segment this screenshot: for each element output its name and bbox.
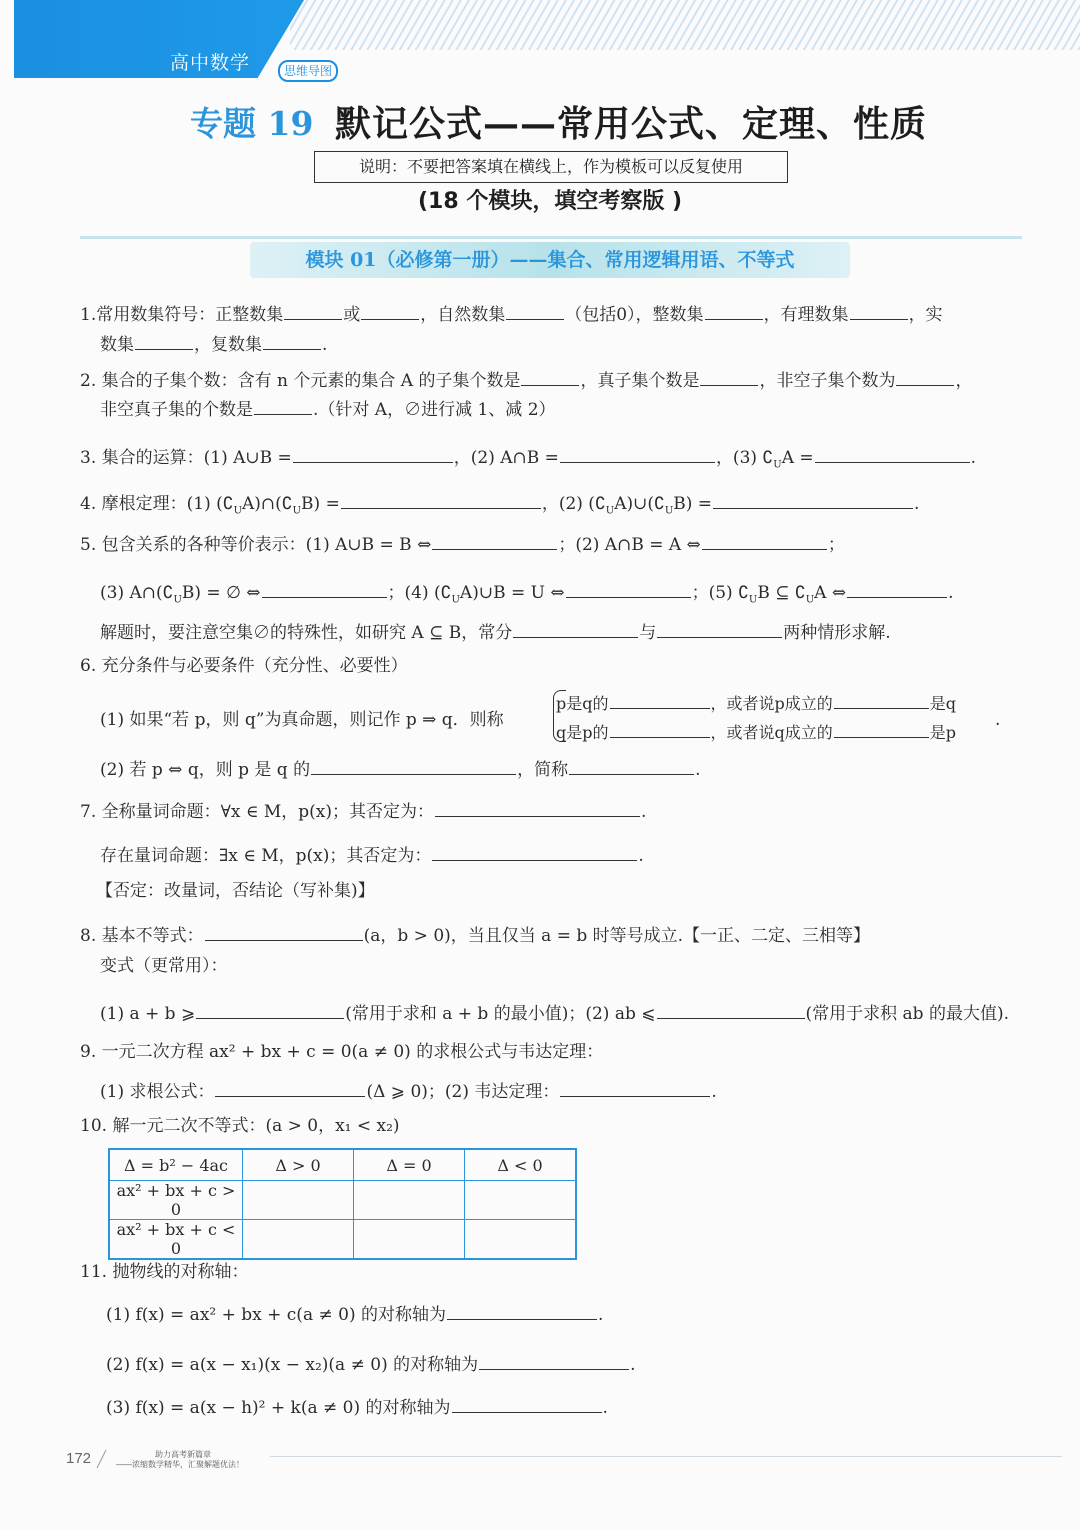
blank[interactable] xyxy=(435,800,640,817)
q1-text: ，有理数集 xyxy=(763,305,849,325)
condition-period: . xyxy=(995,710,1001,730)
q5-text: 与 xyxy=(639,623,657,643)
blank[interactable] xyxy=(521,369,579,386)
q5-text: B ⊆ ∁ xyxy=(757,583,806,603)
table-header-cell: Δ = b² − 4ac xyxy=(109,1149,243,1181)
question-8-forms xyxy=(100,1002,1009,1026)
page-title: 默记公式——常用公式、定理、性质 xyxy=(335,103,928,145)
table-cell[interactable] xyxy=(465,1220,577,1260)
table-row xyxy=(109,1220,576,1260)
q1-text: . xyxy=(322,335,328,355)
subject-label: 高中数学 xyxy=(170,52,251,74)
footer-rule xyxy=(270,1456,1062,1457)
blank[interactable] xyxy=(254,398,312,415)
table-cell[interactable] xyxy=(465,1181,577,1220)
blank[interactable] xyxy=(452,1396,602,1413)
q5-text: (3) A∩(∁ xyxy=(100,583,174,603)
blank[interactable] xyxy=(847,581,947,598)
footer-slogan-1: 助力高考新篇章 xyxy=(155,1450,211,1459)
blank[interactable] xyxy=(610,692,710,709)
q5-text: ；(4) (∁ xyxy=(387,583,452,603)
blank[interactable] xyxy=(560,1080,710,1097)
q1-text: ，复数集 xyxy=(194,335,262,355)
q4-text: ，(2) (∁ xyxy=(541,494,606,514)
q4-text: 4. 摩根定理：(1) (∁ xyxy=(80,494,234,514)
page-subtitle: (18 个模块，填空考察版 ) xyxy=(418,189,683,214)
subscript-u: U xyxy=(664,505,674,517)
question-11-part-3 xyxy=(106,1396,608,1420)
q11-text: (2) f(x) = a(x − x₁)(x − x₂)(a ≠ 0) 的对称轴为 xyxy=(106,1355,479,1375)
q7-text: . xyxy=(638,846,644,866)
subscript-u: U xyxy=(748,594,758,606)
subscript-u: U xyxy=(292,505,302,517)
q2-text: ，真子集个数是 xyxy=(580,371,700,391)
q8-text: (1) a + b ⩾ xyxy=(100,1004,196,1024)
blank[interactable] xyxy=(702,533,827,550)
q5-text: 解题时，要注意空集∅的特殊性，如研究 A ⊆ B，常分 xyxy=(100,623,513,643)
q6-text: ，或者说q成立的 xyxy=(710,723,833,742)
blank[interactable] xyxy=(293,446,453,463)
q6-text: ，或者说p成立的 xyxy=(710,694,833,713)
subscript-u: U xyxy=(773,459,782,471)
subscript-u: U xyxy=(805,594,815,606)
blank[interactable] xyxy=(569,758,694,775)
blank[interactable] xyxy=(361,303,419,320)
blank[interactable] xyxy=(705,303,763,320)
blank[interactable] xyxy=(513,621,638,638)
question-5-cont xyxy=(100,581,954,612)
q2-text: ，非空子集个数为 xyxy=(759,371,896,391)
q9-text: . xyxy=(711,1082,717,1102)
q6-text: q是p的 xyxy=(556,723,609,742)
blank[interactable] xyxy=(506,303,564,320)
question-11: 11. 抛物线的对称轴： xyxy=(80,1262,249,1282)
blank[interactable] xyxy=(610,721,710,738)
q3-text: 3. 集合的运算：(1) A∪B = xyxy=(80,448,292,468)
blank[interactable] xyxy=(566,581,691,598)
subscript-u: U xyxy=(173,594,182,606)
blank[interactable] xyxy=(834,721,929,738)
q4-text: A)∪(∁ xyxy=(614,494,665,514)
blank[interactable] xyxy=(700,369,758,386)
blank[interactable] xyxy=(834,692,929,709)
question-8-variant: 变式（更常用）： xyxy=(100,956,228,976)
subscript-u: U xyxy=(233,505,242,517)
q5-text: ； xyxy=(827,535,845,555)
q5-text: ；(5) ∁ xyxy=(691,583,749,603)
q5-text: ；(2) A∩B = A ⇔ xyxy=(558,535,701,555)
question-7-tip: 【否定：改量词，否结论（写补集)】 xyxy=(96,881,375,901)
blank[interactable] xyxy=(432,533,557,550)
table-cell[interactable] xyxy=(354,1181,465,1220)
question-1-cont xyxy=(100,333,327,357)
module-heading: 模块 01（必修第一册）——集合、常用逻辑用语、不等式 xyxy=(250,242,850,278)
q3-text: A = xyxy=(781,448,814,468)
q1-text: 1.常用数集符号：正整数集 xyxy=(80,305,284,325)
blank[interactable] xyxy=(215,1080,365,1097)
question-10: 10. 解一元二次不等式：(a > 0，x₁ < x₂) xyxy=(80,1116,400,1136)
question-7 xyxy=(80,800,646,824)
question-5 xyxy=(80,533,845,557)
condition-line-1 xyxy=(556,692,956,716)
question-6-part-1: (1) 如果“若 p，则 q”为真命题，则记作 p ⇒ q．则称 xyxy=(100,710,504,730)
q9-text: (1) 求根公式： xyxy=(100,1082,215,1102)
blank[interactable] xyxy=(560,446,715,463)
q3-text: ，(2) A∩B = xyxy=(453,448,559,468)
blank[interactable] xyxy=(205,924,363,941)
q2-text: ， xyxy=(955,371,973,391)
footer-slogan-2: ——浓缩数学精华，汇聚解题优法！ xyxy=(116,1460,244,1469)
q4-text: B) = xyxy=(301,494,340,514)
q11-text: . xyxy=(597,1305,604,1325)
question-7-existential xyxy=(100,844,644,868)
table-header-row xyxy=(109,1149,576,1181)
q5-text: . xyxy=(948,583,954,603)
page-number: 172 xyxy=(66,1450,92,1467)
q11-text: (3) f(x) = a(x − h)² + k(a ≠ 0) 的对称轴为 xyxy=(106,1398,451,1418)
q8-text: 8. 基本不等式： xyxy=(80,926,204,946)
table-row-label: ax² + bx + c < 0 xyxy=(109,1220,243,1260)
table-cell[interactable] xyxy=(243,1220,354,1260)
table-cell[interactable] xyxy=(354,1220,465,1260)
q4-text: B) = xyxy=(673,494,713,514)
question-9-parts xyxy=(100,1080,717,1104)
q2-text: .（针对 A，∅进行减 1、减 2） xyxy=(313,400,556,420)
blank[interactable] xyxy=(657,621,782,638)
q6-text: 是q xyxy=(929,694,956,713)
blank[interactable] xyxy=(263,333,321,350)
q7-text: 7. 全称量词命题：∀x ∈ M，p(x)；其否定为： xyxy=(80,802,435,822)
q7-text: 存在量词命题：∃x ∈ M，p(x)；其否定为： xyxy=(100,846,432,866)
question-9: 9. 一元二次方程 ax² + bx + c = 0(a ≠ 0) 的求根公式与韦达定理： xyxy=(80,1042,604,1062)
blank[interactable] xyxy=(196,1002,344,1019)
q6-text: ，简称 xyxy=(517,760,569,780)
module-divider xyxy=(80,236,1022,239)
q1-text: 或 xyxy=(343,305,361,325)
blank[interactable] xyxy=(850,303,908,320)
question-2 xyxy=(80,369,972,393)
table-row xyxy=(109,1181,576,1220)
q6-text: (2) 若 p ⇔ q，则 p 是 q 的 xyxy=(100,760,311,780)
blank[interactable] xyxy=(432,844,637,861)
q4-text: . xyxy=(914,494,920,514)
q3-text: ，(3) ∁ xyxy=(715,448,774,468)
q5-text: A ⇔ xyxy=(814,583,847,603)
q1-text: ，实 xyxy=(908,305,943,325)
inequality-table xyxy=(108,1148,577,1260)
blank[interactable] xyxy=(284,303,342,320)
q3-text: . xyxy=(970,448,977,468)
blank[interactable] xyxy=(341,492,541,509)
q8-text: (a，b > 0)，当且仅当 a = b 时等号成立.【一正、二定、三相等】 xyxy=(363,926,871,946)
table-row-label: ax² + bx + c > 0 xyxy=(109,1181,243,1220)
blank[interactable] xyxy=(135,333,193,350)
q4-text: A)∩(∁ xyxy=(242,494,293,514)
q5-text: B) = ∅ ⇔ xyxy=(181,583,261,603)
question-8 xyxy=(80,924,870,948)
q2-text: 非空真子集的个数是 xyxy=(100,400,253,420)
blank[interactable] xyxy=(815,446,970,463)
blank[interactable] xyxy=(311,758,516,775)
q5-text: A)∪B = U ⇔ xyxy=(459,583,565,603)
blank[interactable] xyxy=(447,1303,597,1320)
question-6: 6. 充分条件与必要条件（充分性、必要性） xyxy=(80,656,408,676)
q9-text: (Δ ⩾ 0)；(2) 韦达定理： xyxy=(366,1082,560,1102)
instruction-note: 说明：不要把答案填在横线上，作为模板可以反复使用 xyxy=(314,151,788,183)
blank[interactable] xyxy=(479,1353,629,1370)
question-1 xyxy=(80,303,943,327)
blank[interactable] xyxy=(262,581,387,598)
mind-map-tag: 思维导图 xyxy=(278,60,338,82)
question-3 xyxy=(80,446,976,477)
table-cell[interactable] xyxy=(243,1181,354,1220)
q6-text: . xyxy=(695,760,701,780)
question-4 xyxy=(80,492,919,523)
table-header-cell: Δ = 0 xyxy=(354,1149,465,1181)
q6-text: p是q的 xyxy=(556,694,609,713)
q11-text: . xyxy=(630,1355,636,1375)
q7-text: . xyxy=(641,802,647,822)
q8-text: (常用于求和 a + b 的最小值)；(2) ab ⩽ xyxy=(345,1004,656,1024)
table-header-cell: Δ < 0 xyxy=(465,1149,577,1181)
subscript-u: U xyxy=(451,594,460,606)
q6-text: 是p xyxy=(929,723,956,742)
question-2-cont xyxy=(100,398,556,422)
condition-line-2 xyxy=(556,721,956,745)
q5-text: 两种情形求解. xyxy=(783,623,891,643)
q2-text: 2. 集合的子集个数：含有 n 个元素的集合 A 的子集个数是 xyxy=(80,371,521,391)
q11-text: . xyxy=(602,1398,608,1418)
q8-text: (常用于求积 ab 的最大值). xyxy=(805,1004,1009,1024)
question-11-part-1 xyxy=(106,1303,603,1327)
q1-text: （包括0），整数集 xyxy=(565,305,704,325)
blank[interactable] xyxy=(713,492,913,509)
q1-text: ，自然数集 xyxy=(420,305,506,325)
q1-text: 数集 xyxy=(100,335,134,355)
q5-text: 5. 包含关系的各种等价表示：(1) A∪B = B ⇔ xyxy=(80,535,432,555)
table-header-cell: Δ > 0 xyxy=(243,1149,354,1181)
subscript-u: U xyxy=(605,505,615,517)
blank[interactable] xyxy=(896,369,954,386)
question-11-part-2 xyxy=(106,1353,636,1377)
topic-number: 专题 19 xyxy=(190,104,314,143)
q11-text: (1) f(x) = ax² + bx + c(a ≠ 0) 的对称轴为 xyxy=(106,1305,446,1325)
header-hatch-pattern xyxy=(290,0,1080,50)
question-5-note xyxy=(100,621,891,645)
slash-divider-icon xyxy=(94,1449,108,1469)
header-band xyxy=(14,0,304,78)
blank[interactable] xyxy=(657,1002,805,1019)
question-6-part-2 xyxy=(100,758,701,782)
